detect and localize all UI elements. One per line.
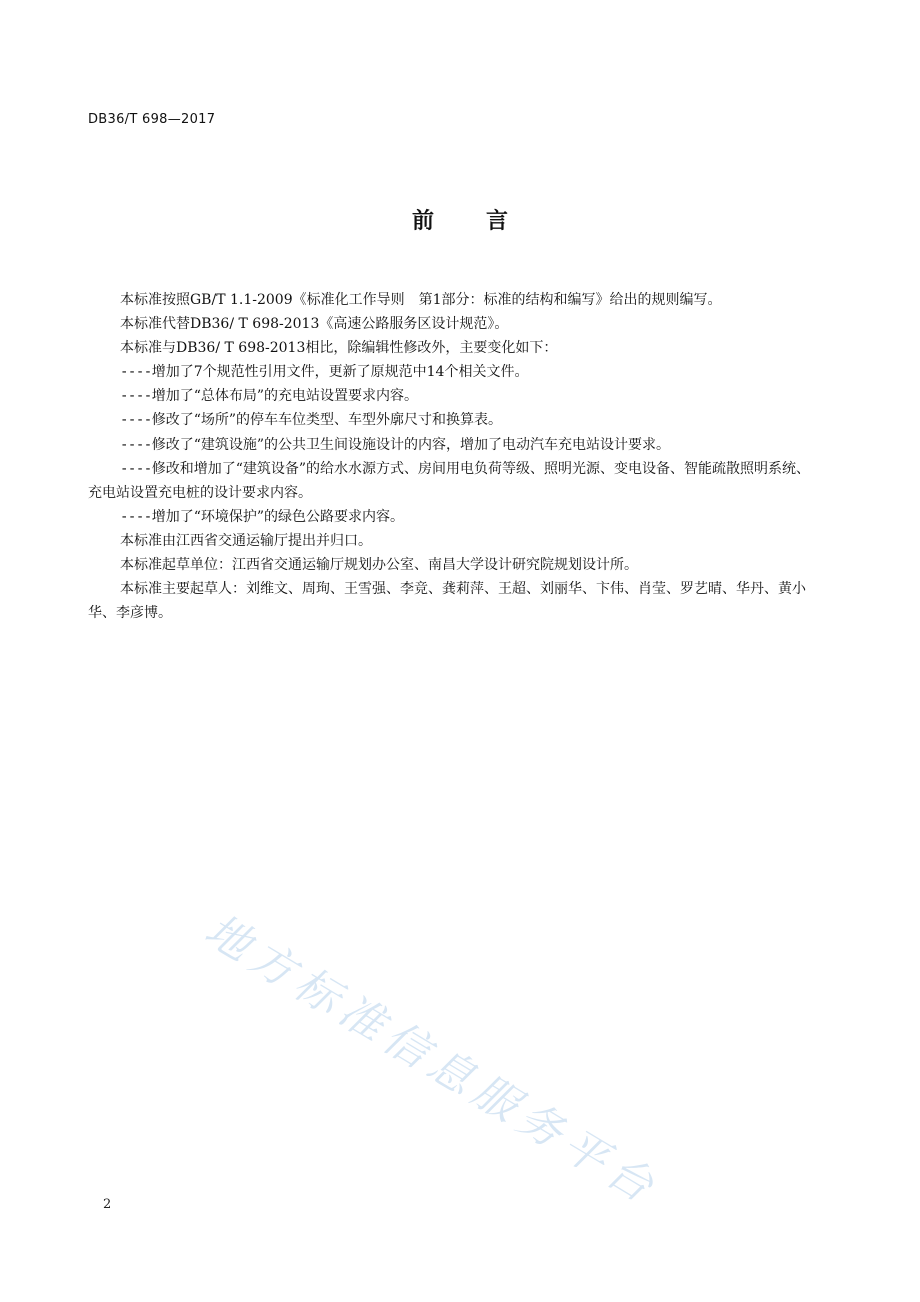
paragraph: 本标准代替DB36/ T 698-2013《高速公路服务区设计规范》。: [120, 316, 509, 333]
title-char-1: 前: [411, 209, 434, 234]
header-code: DB36/T 698—2017: [88, 112, 216, 127]
page-title: [0, 204, 920, 235]
watermark: 地方标准信息服务平台: [196, 904, 669, 1216]
paragraph: ----修改了“建筑设施”的公共卫生间设施设计的内容，增加了电动汽车充电站设计要求。: [120, 436, 671, 453]
paragraph: ----修改了“场所”的停车车位类型、车型外廓尺寸和换算表。: [120, 412, 503, 429]
paragraph: ----增加了7个规范性引用文件，更新了原规范中14个相关文件。: [120, 364, 529, 381]
paragraph: ----增加了“环境保护”的绿色公路要求内容。: [120, 508, 405, 525]
paragraph: 本标准主要起草人：刘维文、周珣、王雪强、李竞、龚莉萍、王超、刘丽华、卞伟、肖莹、罗艺晴、华丹、黄小华、李彦博。: [88, 581, 806, 622]
paragraph: ----增加了“总体布局”的充电站设置要求内容。: [120, 388, 419, 405]
page-number: 2: [103, 1197, 112, 1212]
title-char-2: 言: [486, 209, 509, 234]
paragraph: ----修改和增加了“建筑设备”的给水水源方式、房间用电负荷等级、照明光源、变电设备、智能疏散照明系统、充电站设置充电桩的设计要求内容。: [88, 460, 811, 501]
paragraph: 本标准由江西省交通运输厅提出并归口。: [120, 532, 372, 549]
body-text: [88, 288, 818, 625]
paragraph: 本标准按照GB/T 1.1-2009《标准化工作导则 第1部分：标准的结构和编写》给出的规则编写。: [120, 292, 722, 308]
paragraph: 本标准起草单位：江西省交通运输厅规划办公室、南昌大学设计研究院规划设计所。: [120, 557, 638, 574]
paragraph: 本标准与DB36/ T 698-2013相比，除编辑性修改外，主要变化如下：: [120, 340, 558, 357]
